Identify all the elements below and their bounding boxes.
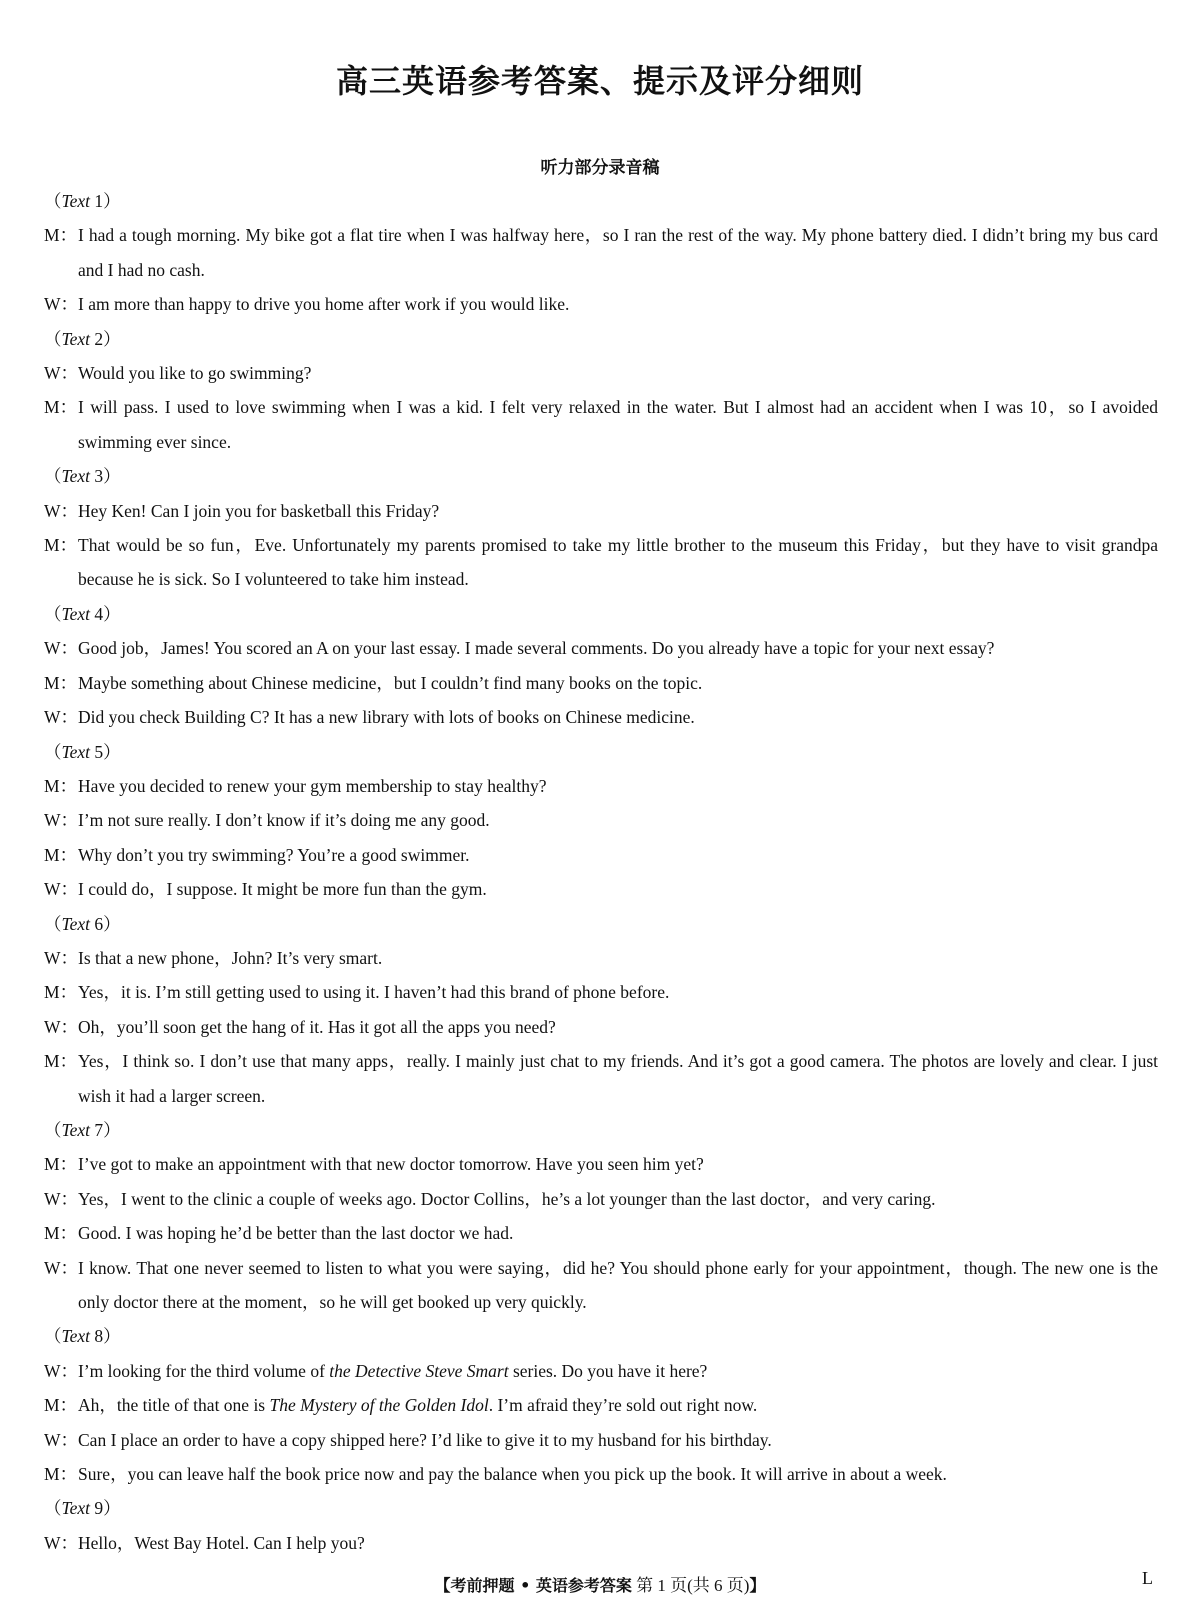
dialogue-line bbox=[44, 631, 1158, 665]
utterance-text: I could do，I suppose. It might be more fun than the gym. bbox=[78, 879, 487, 900]
speaker-colon: ： bbox=[60, 363, 79, 384]
dialogue-line bbox=[44, 1010, 1158, 1044]
label-word: Text bbox=[61, 466, 91, 487]
text-label bbox=[44, 459, 1158, 493]
label-open: （ bbox=[44, 741, 62, 762]
dialogue-line bbox=[44, 356, 1158, 390]
text-label bbox=[44, 597, 1158, 631]
utterance-text: Have you decided to renew your gym membership to stay healthy? bbox=[78, 775, 547, 796]
utterance-text: I’m looking for the third volume of bbox=[78, 1360, 330, 1381]
utterance-text: Did you check Building C? It has a new library with lots of books on Chinese medicine. bbox=[78, 707, 695, 728]
label-word: Text bbox=[61, 328, 91, 349]
label-close: ） bbox=[103, 191, 121, 211]
speaker bbox=[44, 1526, 80, 1560]
speaker bbox=[44, 1354, 80, 1388]
speaker-colon: ： bbox=[59, 672, 78, 693]
speaker-colon: ： bbox=[59, 535, 78, 556]
speaker-initial: M bbox=[44, 982, 60, 1003]
speaker-initial: W bbox=[44, 879, 61, 900]
dialogue-line bbox=[44, 1182, 1158, 1216]
utterance-text: Hello，West Bay Hotel. Can I help you? bbox=[78, 1532, 365, 1553]
utterance-text: Yes，I think so. I don’t use that many apps，really. I mainly just chat to my friends. And it’s got a good camera. The photos are lovely and clear. I just wish it had a larger screen. bbox=[78, 1051, 1158, 1106]
speaker bbox=[44, 769, 79, 803]
speaker-initial: W bbox=[44, 947, 61, 968]
speaker-initial: M bbox=[44, 844, 60, 865]
speaker bbox=[44, 700, 80, 734]
label-number: 9 bbox=[90, 1498, 104, 1519]
dialogue-line bbox=[44, 838, 1158, 872]
label-close: ） bbox=[103, 913, 121, 934]
dialogue-line bbox=[44, 941, 1158, 975]
utterance-text: That would be so fun，Eve. Unfortunately my parents promised to take my little brother to the museum this Friday，but they have to visit grandpa because he is sick. So I volunteered to take him instead. bbox=[78, 535, 1158, 590]
text-label bbox=[44, 1319, 1158, 1353]
utterance-text: I’m not sure really. I don’t know if it’s doing me any good. bbox=[78, 810, 490, 831]
speaker-initial: W bbox=[44, 707, 61, 728]
page-title: 高三英语参考答案、提示及评分细则 bbox=[335, 62, 864, 100]
label-number: 5 bbox=[90, 741, 104, 762]
dialogue-line bbox=[44, 287, 1158, 321]
speaker bbox=[44, 1457, 79, 1491]
speaker bbox=[44, 494, 80, 528]
speaker-colon: ： bbox=[60, 879, 79, 900]
dialogue-line bbox=[44, 803, 1158, 837]
text-label bbox=[44, 1113, 1158, 1147]
utterance-text: Good job，James! You scored an A on your last essay. I made several comments. Do you already have a topic for your next essay? bbox=[78, 638, 995, 659]
utterance-text: Can I place an order to have a copy shipped here? I’d like to give it to my husband for his birthday. bbox=[78, 1429, 772, 1450]
dialogue-line bbox=[44, 1526, 1158, 1560]
utterance-text: . I’m afraid they’re sold out right now. bbox=[488, 1395, 758, 1416]
speaker-initial: W bbox=[44, 1016, 61, 1037]
dialogue-line bbox=[44, 666, 1158, 700]
speaker-initial: M bbox=[44, 1154, 60, 1175]
utterance-text: Ah，the title of that one is bbox=[78, 1395, 270, 1416]
dialogue-line bbox=[44, 1251, 1158, 1320]
utterance-text: Oh，you’ll soon get the hang of it. Has it got all the apps you need? bbox=[78, 1016, 556, 1037]
speaker bbox=[44, 1044, 79, 1078]
footer bbox=[0, 1571, 1200, 1596]
speaker bbox=[44, 1423, 80, 1457]
dialogue-line bbox=[44, 390, 1158, 459]
label-word: Text bbox=[61, 913, 91, 934]
dialogue-line bbox=[44, 1147, 1158, 1181]
label-close: ） bbox=[103, 466, 121, 487]
utterance-text: Is that a new phone，John? It’s very smart. bbox=[78, 947, 383, 968]
label-number: 6 bbox=[90, 913, 104, 934]
label-open: （ bbox=[44, 603, 62, 624]
speaker-initial: W bbox=[44, 363, 61, 384]
utterance-text: Hey Ken! Can I join you for basketball this Friday? bbox=[78, 500, 440, 521]
speaker bbox=[44, 803, 80, 837]
speaker bbox=[44, 1216, 79, 1250]
speaker-initial: M bbox=[44, 397, 60, 418]
speaker-colon: ： bbox=[60, 1429, 79, 1450]
speaker-colon: ： bbox=[60, 1360, 79, 1381]
label-number: 7 bbox=[90, 1119, 104, 1140]
text-label bbox=[44, 322, 1158, 356]
speaker bbox=[44, 390, 79, 424]
speaker-initial: W bbox=[44, 294, 61, 315]
speaker-initial: M bbox=[44, 1223, 60, 1244]
label-open: （ bbox=[44, 191, 62, 211]
speaker-initial: W bbox=[44, 810, 61, 831]
speaker-colon: ： bbox=[59, 1395, 78, 1416]
speaker-colon: ： bbox=[59, 397, 78, 418]
section-title: 听力部分录音稿 bbox=[540, 158, 660, 178]
label-close: ） bbox=[103, 603, 121, 624]
speaker bbox=[44, 1010, 80, 1044]
label-number: 3 bbox=[90, 466, 104, 487]
speaker bbox=[44, 666, 79, 700]
speaker-colon: ： bbox=[59, 775, 78, 796]
speaker-initial: W bbox=[44, 1360, 61, 1381]
label-close: ） bbox=[103, 741, 121, 762]
utterance-text: Sure，you can leave half the book price now and pay the balance when you pick up the book. It will arrive in about a week. bbox=[78, 1464, 947, 1485]
dialogue-line bbox=[44, 872, 1158, 906]
speaker-initial: W bbox=[44, 1188, 61, 1209]
speaker-initial: M bbox=[44, 1464, 60, 1485]
speaker-initial: M bbox=[44, 1395, 60, 1416]
speaker-colon: ： bbox=[60, 638, 79, 659]
speaker-initial: M bbox=[44, 535, 60, 556]
dialogue-line bbox=[44, 1354, 1158, 1388]
label-open: （ bbox=[44, 466, 62, 487]
label-number: 2 bbox=[90, 328, 104, 349]
speaker bbox=[44, 528, 79, 562]
speaker-initial: M bbox=[44, 672, 60, 693]
speaker-colon: ： bbox=[60, 1016, 79, 1037]
speaker-initial: W bbox=[44, 500, 61, 521]
speaker bbox=[44, 218, 79, 252]
book-title: The Mystery of the Golden Idol bbox=[269, 1395, 489, 1416]
speaker bbox=[44, 356, 80, 390]
speaker-colon: ： bbox=[60, 810, 79, 831]
speaker-colon: ： bbox=[59, 844, 78, 865]
speaker bbox=[44, 631, 80, 665]
label-number: 1 bbox=[90, 191, 104, 211]
speaker-colon: ： bbox=[60, 1257, 79, 1278]
speaker-initial: W bbox=[44, 1257, 61, 1278]
label-word: Text bbox=[61, 1498, 91, 1519]
label-open: （ bbox=[44, 1119, 62, 1140]
speaker-colon: ： bbox=[59, 1154, 78, 1175]
utterance-text: I’ve got to make an appointment with that new doctor tomorrow. Have you seen him yet? bbox=[78, 1154, 704, 1175]
speaker bbox=[44, 1182, 80, 1216]
label-close: ） bbox=[103, 1119, 121, 1140]
dialogue-line bbox=[44, 1388, 1158, 1422]
speaker-initial: M bbox=[44, 225, 60, 246]
dialogue-line bbox=[44, 1423, 1158, 1457]
speaker-colon: ： bbox=[59, 1051, 78, 1072]
speaker-colon: ： bbox=[60, 947, 79, 968]
label-open: （ bbox=[44, 913, 62, 934]
book-title: the Detective Steve Smart bbox=[329, 1360, 509, 1381]
text-label bbox=[44, 1491, 1158, 1525]
text-label bbox=[44, 184, 1158, 218]
speaker-initial: W bbox=[44, 1532, 61, 1553]
utterance-text: I know. That one never seemed to listen to what you were saying，did he? You should phone early for your appointment，though. The new one is the only doctor there at the moment，so he will get booked up very quickly. bbox=[78, 1257, 1158, 1312]
utterance-text: Maybe something about Chinese medicine，but I couldn’t find many books on the topic. bbox=[78, 672, 703, 693]
speaker bbox=[44, 941, 80, 975]
speaker-colon: ： bbox=[60, 294, 79, 315]
label-open: （ bbox=[44, 1498, 62, 1519]
dialogue-line bbox=[44, 975, 1158, 1009]
label-word: Text bbox=[61, 191, 91, 211]
label-close: ） bbox=[103, 1326, 121, 1347]
speaker-colon: ： bbox=[60, 707, 79, 728]
label-open: （ bbox=[44, 1326, 62, 1347]
label-word: Text bbox=[61, 1326, 91, 1347]
dialogue-line bbox=[44, 700, 1158, 734]
utterance-text: Yes，it is. I’m still getting used to using it. I haven’t had this brand of phone before. bbox=[78, 982, 670, 1003]
speaker-initial: M bbox=[44, 1051, 60, 1072]
page-code: L bbox=[1142, 1568, 1153, 1588]
label-word: Text bbox=[61, 741, 91, 762]
utterance-text: series. Do you have it here? bbox=[508, 1360, 708, 1381]
dialogue-line bbox=[44, 1216, 1158, 1250]
utterance-text: I will pass. I used to love swimming when I was a kid. I felt very relaxed in the water. But I almost had an accident when I was 10，so I avoided swimming ever since. bbox=[78, 397, 1158, 452]
dialogue-line bbox=[44, 769, 1158, 803]
speaker bbox=[44, 1388, 79, 1422]
footer-close: 】 bbox=[749, 1576, 766, 1595]
speaker-colon: ： bbox=[60, 500, 79, 521]
utterance-text: I had a tough morning. My bike got a flat tire when I was halfway here，so I ran the rest of the way. My phone battery died. I didn’t bring my bus card and I had no cash. bbox=[78, 225, 1158, 280]
speaker-initial: W bbox=[44, 638, 61, 659]
speaker bbox=[44, 1251, 80, 1285]
speaker bbox=[44, 1147, 79, 1181]
speaker-colon: ： bbox=[59, 1223, 78, 1244]
label-open: （ bbox=[44, 328, 62, 349]
text-label bbox=[44, 735, 1158, 769]
transcript bbox=[44, 184, 1158, 1560]
label-number: 4 bbox=[90, 603, 104, 624]
utterance-text: Would you like to go swimming? bbox=[78, 363, 312, 384]
speaker-colon: ： bbox=[60, 1188, 79, 1209]
speaker bbox=[44, 975, 79, 1009]
label-word: Text bbox=[61, 603, 91, 624]
utterance-text: I am more than happy to drive you home after work if you would like. bbox=[78, 294, 570, 315]
speaker bbox=[44, 872, 80, 906]
speaker-colon: ： bbox=[59, 982, 78, 1003]
label-word: Text bbox=[61, 1119, 91, 1140]
speaker-initial: W bbox=[44, 1429, 61, 1450]
utterance-text: Why don’t you try swimming? You’re a good swimmer. bbox=[78, 844, 470, 865]
speaker-colon: ： bbox=[59, 1464, 78, 1485]
speaker bbox=[44, 287, 80, 321]
dialogue-line bbox=[44, 494, 1158, 528]
footer-text: 【考前押题 • 英语参考答案 bbox=[434, 1576, 632, 1595]
speaker-initial: M bbox=[44, 775, 60, 796]
dialogue-line bbox=[44, 218, 1158, 287]
text-label bbox=[44, 907, 1158, 941]
speaker bbox=[44, 838, 79, 872]
label-close: ） bbox=[103, 1498, 121, 1519]
speaker-colon: ： bbox=[60, 1532, 79, 1553]
label-number: 8 bbox=[90, 1326, 104, 1347]
utterance-text: Good. I was hoping he’d be better than the last doctor we had. bbox=[78, 1223, 514, 1244]
label-close: ） bbox=[103, 328, 121, 349]
dialogue-line bbox=[44, 1044, 1158, 1113]
dialogue-line bbox=[44, 528, 1158, 597]
speaker-colon: ： bbox=[59, 225, 78, 246]
utterance-text: Yes，I went to the clinic a couple of weeks ago. Doctor Collins，he’s a lot younger than the last doctor，and very caring. bbox=[78, 1188, 936, 1209]
footer-page-number: 第 1 页(共 6 页) bbox=[631, 1576, 750, 1595]
dialogue-line bbox=[44, 1457, 1158, 1491]
